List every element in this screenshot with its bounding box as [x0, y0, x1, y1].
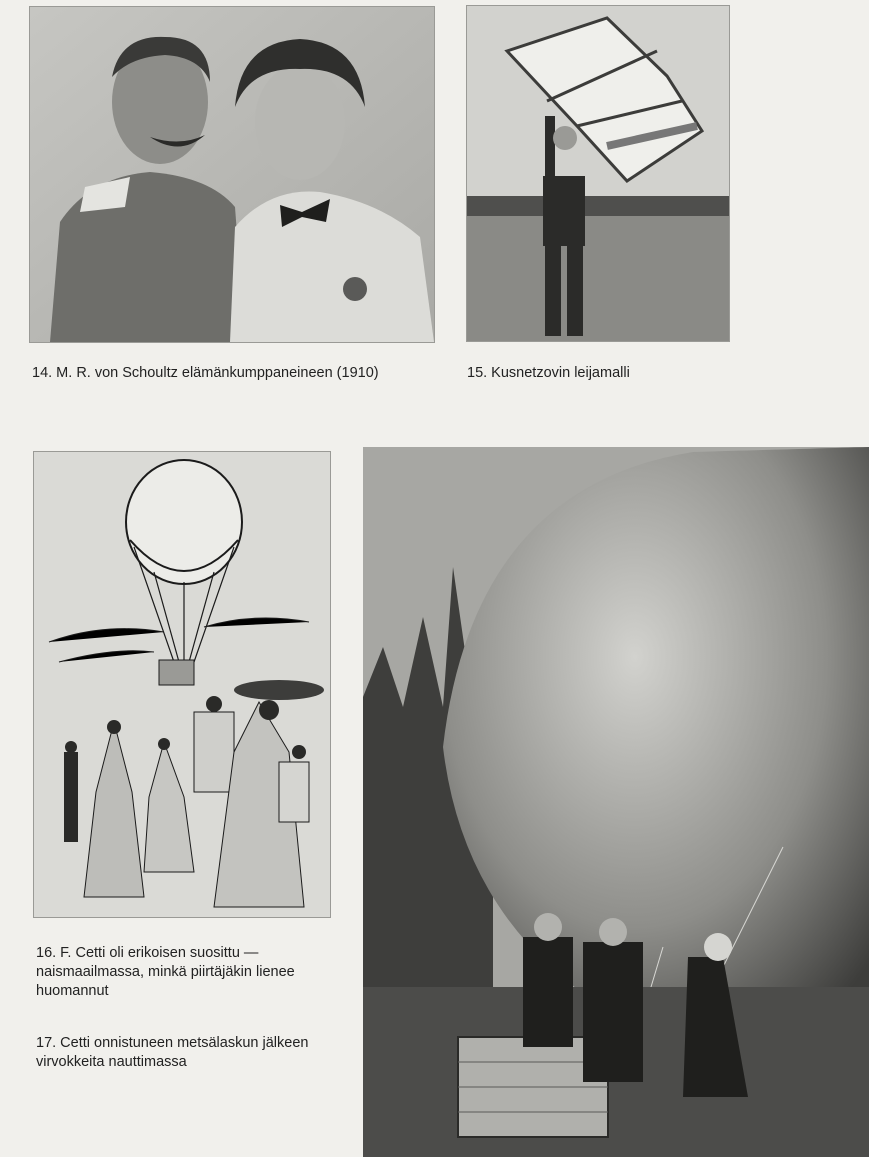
- photo-balloon-landing: [363, 447, 869, 1157]
- caption-15: 15. Kusnetzovin leijamalli: [467, 365, 630, 381]
- caption-14: 14. M. R. von Schoultz elämänkumppaneineen (1910): [32, 365, 379, 381]
- illustration-balloon-crowd: [33, 451, 331, 918]
- photo-kite-model: [466, 5, 730, 342]
- caption-16: 16. F. Cetti oli erikoisen suosittu — naismaailmassa, minkä piirtäjäkin lienee huomannut: [36, 945, 295, 999]
- caption-17: 17. Cetti onnistuneen metsälaskun jälkeen virvokkeita nauttimassa: [36, 1035, 309, 1070]
- photo-couple-portrait: [29, 6, 435, 343]
